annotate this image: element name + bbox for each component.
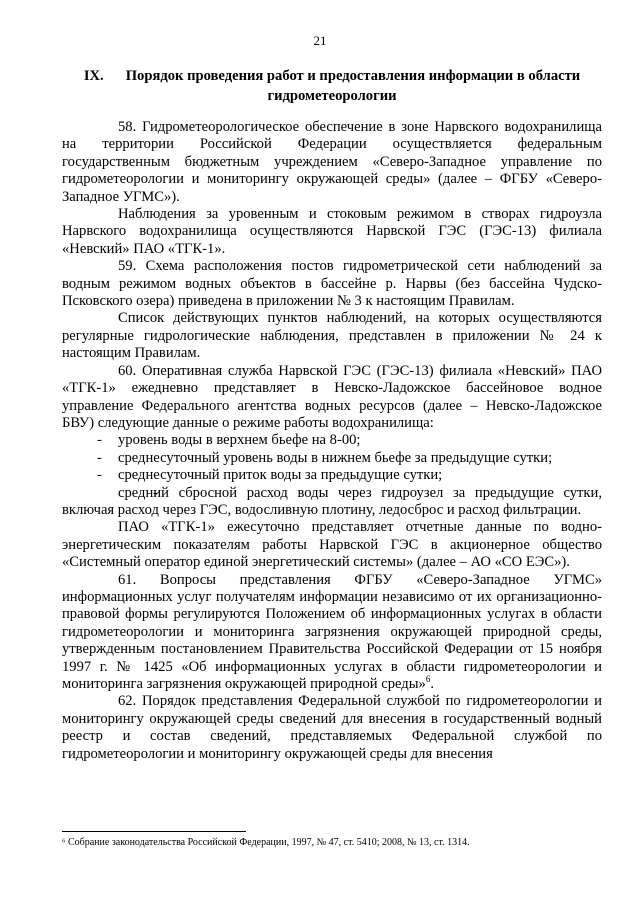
section-heading [62, 66, 602, 106]
paragraph-station-list: Список действующих пунктов наблюдений, на которых осуществляются регулярные гидрологические наблюдения, представлен в приложении № 24 к настоящим Правилам. [62, 310, 602, 362]
paragraph-observations: Наблюдения за уровенным и стоковым режимом в створах гидроузла Нарвского водохранилища осуществляются Нарвской ГЭС (ГЭС-13) филиала «Невский» ПАО «ТГК-1». [62, 206, 602, 257]
paragraph-tgk-report: ПАО «ТГК-1» ежесуточно представляет отчетные данные по водно-энергетическим показателям работы Нарвской ГЭС в акционерное общество «Системный оператор единой энергетический системы» (далее – АО «СО ЕЭС»). [62, 519, 602, 571]
list-item: - средний сбросной расход воды через гидроузел за предыдущие сутки, включая расход через ГЭС, водосливную плотину, ледосброс и расход фильтрации. [62, 485, 602, 520]
list-item: - уровень воды в верхнем бьефе на 8-00; [62, 432, 602, 449]
document-body [62, 119, 602, 763]
footnote-divider [62, 831, 246, 832]
paragraph-60: 60. Оперативная служба Нарвской ГЭС (ГЭС-13) филиала «Невский» ПАО «ТГК-1» ежедневно представляет в Невско-Ладожское бассейновое водное управление Федерального агентства водных ресурсов (далее – Невско-Ладожское БВУ) следующие данные о режиме работы водохранилища: [62, 362, 602, 431]
paragraph-58: 58. Гидрометеорологическое обеспечение в зоне Нарвского водохранилища на территории Российской Федерации осуществляется федеральным государственным бюджетным учреждением «Северо-Западное управление по гидрометеорологии и мониторингу окружающей среды» (далее – ФГБУ «Северо-Западное УГМС»). [62, 119, 602, 205]
footnote: ⁶ Собрание законодательства Российской Федерации, 1997, № 47, ст. 5410; 2008, № 13, ст. 1314. [62, 837, 470, 848]
list-item: - среднесуточный уровень воды в нижнем бьефе за предыдущие сутки; [62, 450, 602, 467]
list-item: - среднесуточный приток воды за предыдущие сутки; [62, 467, 602, 484]
section-number: IX. [83, 68, 104, 84]
paragraph-61: 61. Вопросы представления ФГБУ «Северо-Западное УГМС» информационных услуг получателям информации независимо от их организационно-правовой формы регулируются Положением об информационных услугах в области гидрометеорологии и мониторинга загрязнения окружающей природной среды, утвержденным постановлением Правительства Российской Федерации от 15 ноября 1997 г. № 1425 «Об информационных услугах в области гидрометеорологии и мониторинга загрязнения окружающей природной среды»$^6$. [62, 571, 602, 692]
paragraph-59: 59. Схема расположения постов гидрометрической сети наблюдений за водным режимом водных объектов в бассейне р. Нарвы (без бассейна Чудско-Псковского озера) приведена в приложении № 3 к настоящим Правилам. [62, 258, 602, 310]
footnote-reference[interactable]: 6 [425, 674, 431, 685]
paragraph-62: 62. Порядок представления Федеральной службой по гидрометеорологии и мониторингу окружающей среды сведений для внесения в государственный водный реестр и состав сведений, представляемых Федеральной службой по гидрометеорологии и мониторингу окружающей среды для внесения [62, 693, 602, 762]
page-number: 21 [313, 33, 327, 48]
paragraph-61-text: 61. Вопросы представления ФГБУ «Северо-Западное УГМС» информационных услуг получателям информации независимо от их организационно-правовой формы регулируются Положением об информационных услугах в области гидрометеорологии и мониторинга загрязнения окружающей природной среды, утвержденным постановлением Правительства Российской Федерации от 15 ноября 1997 г. № 1425 «Об информационных услугах в области гидрометеорологии и мониторинга загрязнения окружающей природной среды» [62, 571, 602, 692]
section-title: Порядок проведения работ и предоставления информации в области гидрометеорологии [125, 68, 581, 104]
